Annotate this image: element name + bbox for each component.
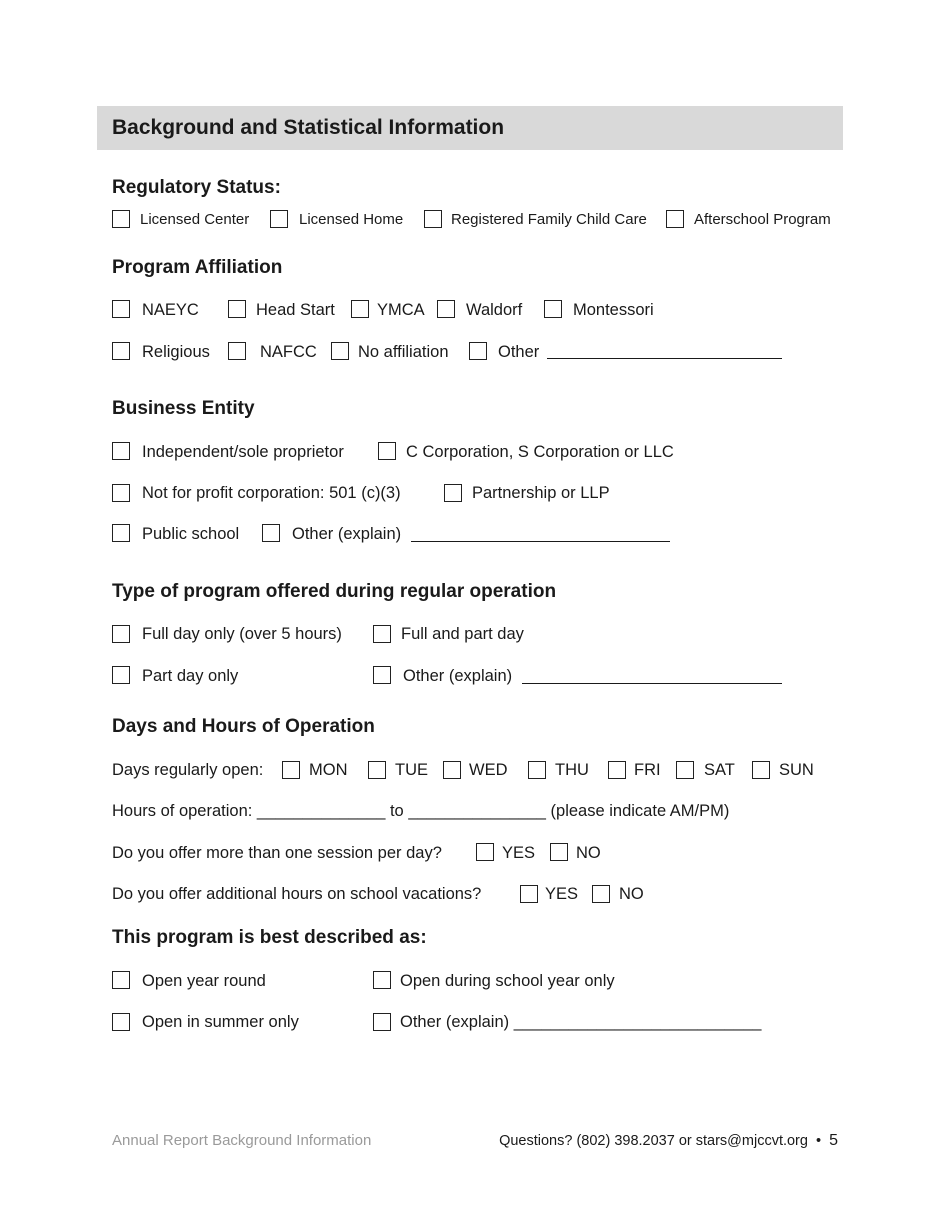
registered-family-child-care-label: Registered Family Child Care xyxy=(451,211,647,228)
program-type-heading: Type of program offered during regular operation xyxy=(112,581,557,602)
nonprofit-checkbox[interactable] xyxy=(112,484,130,502)
school-year-only-checkbox[interactable] xyxy=(373,971,391,989)
full-and-part-day-label: Full and part day xyxy=(401,625,524,643)
public-school-label: Public school xyxy=(142,525,240,543)
public-school-checkbox[interactable] xyxy=(112,524,130,542)
days-open-label: Days regularly open: xyxy=(112,761,264,779)
waldorf-label: Waldorf xyxy=(466,301,523,319)
naeyc-checkbox[interactable] xyxy=(112,300,130,318)
nafcc-checkbox[interactable] xyxy=(228,342,246,360)
affiliation-other-checkbox[interactable] xyxy=(469,342,487,360)
session-no-label: NO xyxy=(576,844,601,862)
sole-proprietor-checkbox[interactable] xyxy=(112,442,130,460)
licensed-center-checkbox[interactable] xyxy=(112,210,130,228)
summer-only-checkbox[interactable] xyxy=(112,1013,130,1031)
day-mon-checkbox[interactable] xyxy=(282,761,300,779)
day-mon-label: MON xyxy=(309,761,348,779)
business-other-checkbox[interactable] xyxy=(262,524,280,542)
vacation-no-label: NO xyxy=(619,885,644,903)
head-start-checkbox[interactable] xyxy=(228,300,246,318)
open-year-round-checkbox[interactable] xyxy=(112,971,130,989)
day-sat-checkbox[interactable] xyxy=(676,761,694,779)
affiliation-other-label: Other xyxy=(498,343,540,361)
day-sat-label: SAT xyxy=(704,761,735,779)
full-day-only-checkbox[interactable] xyxy=(112,625,130,643)
days-hours-heading: Days and Hours of Operation xyxy=(112,716,375,737)
part-day-only-label: Part day only xyxy=(142,667,239,685)
regulatory-status-heading: Regulatory Status: xyxy=(112,177,281,198)
business-other-label: Other (explain) xyxy=(292,525,402,543)
licensed-center-label: Licensed Center xyxy=(140,211,250,228)
session-yes-label: YES xyxy=(502,844,536,862)
day-sun-label: SUN xyxy=(779,761,814,779)
session-yes-checkbox[interactable] xyxy=(476,843,494,861)
day-wed-label: WED xyxy=(469,761,508,779)
vacation-yes-label: YES xyxy=(545,885,579,903)
registered-family-child-care-checkbox[interactable] xyxy=(424,210,442,228)
no-affiliation-label: No affiliation xyxy=(358,343,449,361)
partnership-llp-checkbox[interactable] xyxy=(444,484,462,502)
day-fri-checkbox[interactable] xyxy=(608,761,626,779)
religious-label: Religious xyxy=(142,343,210,361)
program-affiliation-heading: Program Affiliation xyxy=(112,257,283,278)
session-no-checkbox[interactable] xyxy=(550,843,568,861)
ymca-checkbox[interactable] xyxy=(351,300,369,318)
head-start-label: Head Start xyxy=(256,301,335,319)
day-wed-checkbox[interactable] xyxy=(443,761,461,779)
religious-checkbox[interactable] xyxy=(112,342,130,360)
footer-bullet: • xyxy=(815,1133,822,1149)
business-entity-heading: Business Entity xyxy=(112,398,255,419)
naeyc-label: NAEYC xyxy=(142,301,199,319)
sole-proprietor-label: Independent/sole proprietor xyxy=(142,443,344,461)
nafcc-label: NAFCC xyxy=(260,343,317,361)
nonprofit-label: Not for profit corporation: 501 (c)(3) xyxy=(142,484,401,502)
footer-document-title: Annual Report Background Information xyxy=(112,1132,372,1149)
day-tue-checkbox[interactable] xyxy=(368,761,386,779)
page-number: 5 xyxy=(829,1132,838,1149)
program-type-other-input-line[interactable] xyxy=(522,683,782,684)
page-title: Background and Statistical Information xyxy=(112,116,505,139)
session-question: Do you offer more than one session per day? xyxy=(112,844,442,862)
full-day-only-label: Full day only (over 5 hours) xyxy=(142,625,342,643)
afterschool-program-label: Afterschool Program xyxy=(694,211,831,228)
day-fri-label: FRI xyxy=(634,761,661,779)
school-year-only-label: Open during school year only xyxy=(400,972,615,990)
no-affiliation-checkbox[interactable] xyxy=(331,342,349,360)
description-other-field[interactable]: Other (explain) ___________________________ xyxy=(400,1013,762,1031)
footer-contact-text: Questions? (802) 398.2037 or stars@mjccvt.org xyxy=(499,1133,808,1149)
footer-contact xyxy=(499,1132,838,1150)
day-tue-label: TUE xyxy=(395,761,428,779)
summer-only-label: Open in summer only xyxy=(142,1013,299,1031)
program-type-other-label: Other (explain) xyxy=(403,667,513,685)
description-other-checkbox[interactable] xyxy=(373,1013,391,1031)
day-thu-label: THU xyxy=(555,761,589,779)
day-thu-checkbox[interactable] xyxy=(528,761,546,779)
part-day-only-checkbox[interactable] xyxy=(112,666,130,684)
vacation-no-checkbox[interactable] xyxy=(592,885,610,903)
hours-of-operation-field[interactable]: Hours of operation: ______________ to _______________ (please indicate AM/PM) xyxy=(112,802,730,820)
corporation-llc-label: C Corporation, S Corporation or LLC xyxy=(406,443,674,461)
full-and-part-day-checkbox[interactable] xyxy=(373,625,391,643)
partnership-llp-label: Partnership or LLP xyxy=(472,484,610,502)
program-type-other-checkbox[interactable] xyxy=(373,666,391,684)
vacation-question: Do you offer additional hours on school vacations? xyxy=(112,885,482,903)
vacation-yes-checkbox[interactable] xyxy=(520,885,538,903)
waldorf-checkbox[interactable] xyxy=(437,300,455,318)
open-year-round-label: Open year round xyxy=(142,972,266,990)
licensed-home-label: Licensed Home xyxy=(299,211,404,228)
business-other-input-line[interactable] xyxy=(411,541,670,542)
affiliation-other-input-line[interactable] xyxy=(547,358,782,359)
montessori-label: Montessori xyxy=(573,301,654,319)
description-heading: This program is best described as: xyxy=(112,927,427,948)
afterschool-program-checkbox[interactable] xyxy=(666,210,684,228)
corporation-llc-checkbox[interactable] xyxy=(378,442,396,460)
ymca-label: YMCA xyxy=(377,301,425,319)
montessori-checkbox[interactable] xyxy=(544,300,562,318)
licensed-home-checkbox[interactable] xyxy=(270,210,288,228)
day-sun-checkbox[interactable] xyxy=(752,761,770,779)
